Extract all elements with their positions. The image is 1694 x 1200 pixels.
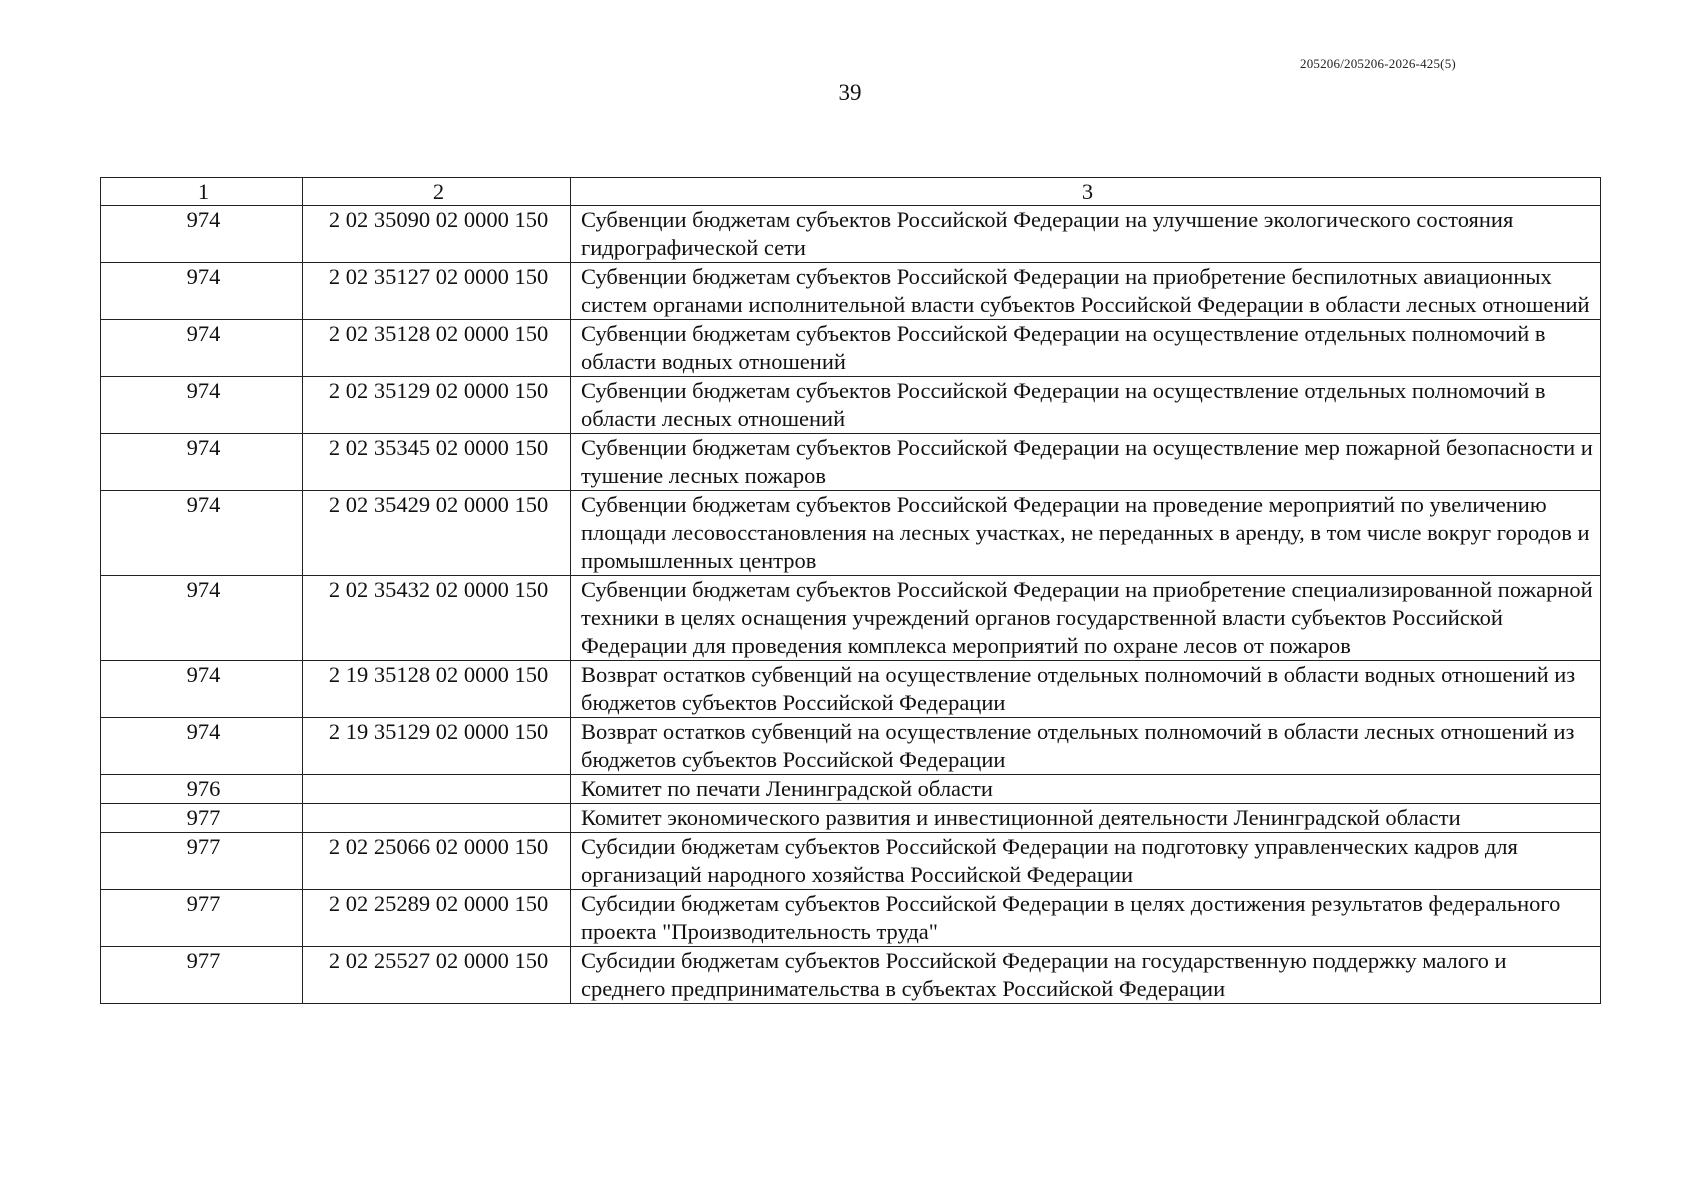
budget-classification-code-cell: 2 02 25289 02 0000 150 (303, 890, 571, 947)
table-row (101, 377, 1601, 434)
budget-classification-code-cell (303, 775, 571, 804)
table-row (101, 890, 1601, 947)
table-row (101, 576, 1601, 661)
admin-code-cell: 974 (101, 491, 303, 576)
budget-classification-code-cell: 2 02 35127 02 0000 150 (303, 263, 571, 320)
admin-code-cell: 974 (101, 320, 303, 377)
admin-code-cell: 977 (101, 833, 303, 890)
description-cell: Субвенции бюджетам субъектов Российской Федерации на осуществление мер пожарной безопасности и тушение лесных пожаров (571, 434, 1601, 491)
admin-code-cell: 974 (101, 661, 303, 718)
table-row (101, 206, 1601, 263)
budget-classification-code-cell: 2 02 35345 02 0000 150 (303, 434, 571, 491)
description-cell: Субвенции бюджетам субъектов Российской Федерации на приобретение беспилотных авиационных систем органами исполнительной власти субъектов Российской Федерации в области лесных отношений (571, 263, 1601, 320)
budget-classification-code-cell (303, 804, 571, 833)
table-row (101, 775, 1601, 804)
budget-classification-code-cell: 2 02 35129 02 0000 150 (303, 377, 571, 434)
admin-code-cell: 977 (101, 804, 303, 833)
admin-code-cell: 974 (101, 434, 303, 491)
table-row (101, 661, 1601, 718)
budget-classification-code-cell: 2 02 25527 02 0000 150 (303, 947, 571, 1004)
budget-classification-code-cell: 2 02 35432 02 0000 150 (303, 576, 571, 661)
column-header-3: 3 (571, 178, 1601, 206)
revenue-codes-table-container (100, 177, 1600, 1004)
description-cell: Субсидии бюджетам субъектов Российской Федерации на государственную поддержку малого и среднего предпринимательства в субъектах Российской Федерации (571, 947, 1601, 1004)
budget-classification-code-cell: 2 02 35090 02 0000 150 (303, 206, 571, 263)
description-cell: Субвенции бюджетам субъектов Российской Федерации на приобретение специализированной пожарной техники в целях оснащения учреждений органов государственной власти субъектов Российской Федерации для проведения комплекса мероприятий по охране лесов от пожаров (571, 576, 1601, 661)
budget-classification-code-cell: 2 02 35128 02 0000 150 (303, 320, 571, 377)
budget-classification-code-cell: 2 19 35128 02 0000 150 (303, 661, 571, 718)
table-row (101, 320, 1601, 377)
table-row (101, 833, 1601, 890)
page-number: 39 (838, 80, 862, 105)
description-cell: Комитет по печати Ленинградской области (571, 775, 1601, 804)
table-row (101, 718, 1601, 775)
table-header-row (101, 178, 1601, 206)
admin-code-cell: 976 (101, 775, 303, 804)
table-row (101, 804, 1601, 833)
admin-code-cell: 974 (101, 263, 303, 320)
description-cell: Субвенции бюджетам субъектов Российской Федерации на осуществление отдельных полномочий в области водных отношений (571, 320, 1601, 377)
description-cell: Субсидии бюджетам субъектов Российской Федерации в целях достижения результатов федерального проекта "Производительность труда" (571, 890, 1601, 947)
column-header-1: 1 (101, 178, 303, 206)
table-row (101, 263, 1601, 320)
description-cell: Субвенции бюджетам субъектов Российской Федерации на улучшение экологического состояния гидрографической сети (571, 206, 1601, 263)
admin-code-cell: 977 (101, 947, 303, 1004)
admin-code-cell: 977 (101, 890, 303, 947)
budget-classification-code-cell: 2 19 35129 02 0000 150 (303, 718, 571, 775)
table-row (101, 947, 1601, 1004)
admin-code-cell: 974 (101, 576, 303, 661)
budget-classification-code-cell: 2 02 35429 02 0000 150 (303, 491, 571, 576)
document-id: 205206/205206-2026-425(5) (1300, 56, 1456, 71)
description-cell: Субвенции бюджетам субъектов Российской Федерации на проведение мероприятий по увеличению площади лесовосстановления на лесных участках, не переданных в аренду, в том числе вокруг городов и промышленных центров (571, 491, 1601, 576)
table-row (101, 434, 1601, 491)
revenue-codes-table (100, 177, 1601, 1004)
description-cell: Возврат остатков субвенций на осуществление отдельных полномочий в области водных отношений из бюджетов субъектов Российской Федерации (571, 661, 1601, 718)
admin-code-cell: 974 (101, 377, 303, 434)
table-body (101, 178, 1601, 1004)
description-cell: Субсидии бюджетам субъектов Российской Федерации на подготовку управленческих кадров для организаций народного хозяйства Российской Федерации (571, 833, 1601, 890)
description-cell: Возврат остатков субвенций на осуществление отдельных полномочий в области лесных отношений из бюджетов субъектов Российской Федерации (571, 718, 1601, 775)
column-header-2: 2 (303, 178, 571, 206)
admin-code-cell: 974 (101, 206, 303, 263)
table-row (101, 491, 1601, 576)
budget-classification-code-cell: 2 02 25066 02 0000 150 (303, 833, 571, 890)
admin-code-cell: 974 (101, 718, 303, 775)
description-cell: Комитет экономического развития и инвестиционной деятельности Ленинградской области (571, 804, 1601, 833)
description-cell: Субвенции бюджетам субъектов Российской Федерации на осуществление отдельных полномочий в области лесных отношений (571, 377, 1601, 434)
